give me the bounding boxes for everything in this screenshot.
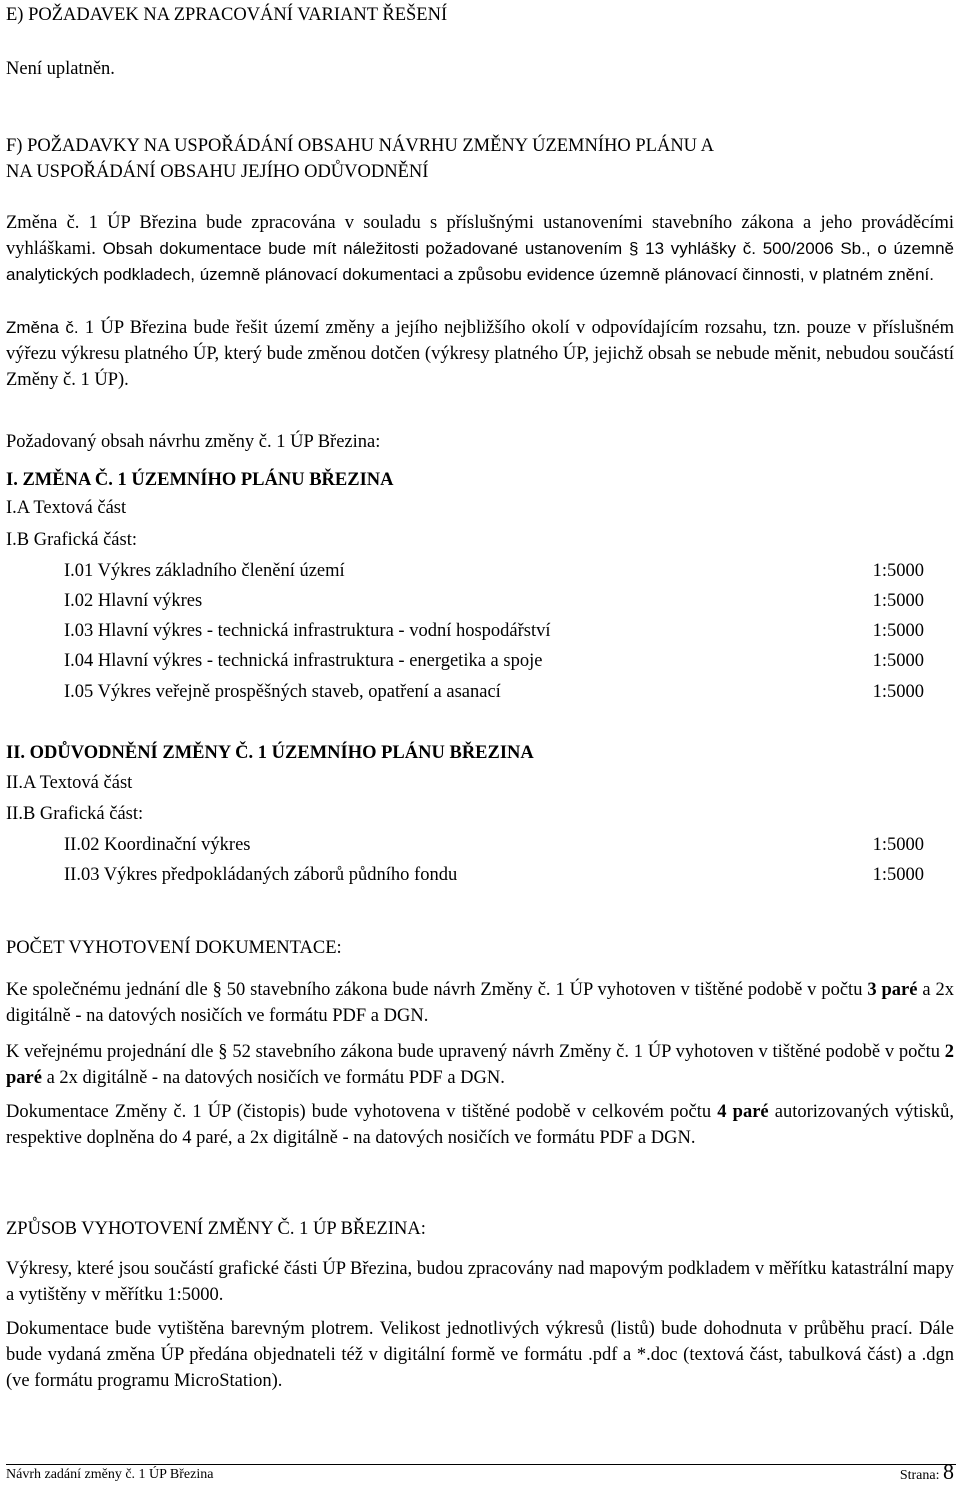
copies-heading: POČET VYHOTOVENÍ DOKUMENTACE:	[6, 938, 342, 958]
section-f-paragraph-1	[6, 210, 954, 288]
drawing-scale: 1:5000	[872, 561, 924, 581]
footer-page-info	[899, 1459, 954, 1486]
method-paragraph-2: Dokumentace bude vytištěna barevným plotrem. Velikost jednotlivých výkresů (listů) bude dohodnuta v průběhu prací. Dále bude vydaná změna ÚP předána objednateli též v digitální formě ve formátu .pdf a *.doc (textová část, tabulková část) a .dgn (ve formátu programu MicroStation).	[6, 1319, 954, 1391]
copies-para2-text-b: a 2x digitálně - na datových nosičích ve formátu PDF a DGN.	[46, 1068, 505, 1088]
copies-paragraph-2	[6, 1039, 954, 1091]
drawing-scale: 1:5000	[872, 682, 924, 702]
drawing-name: I.03 Hlavní výkres - technická infrastruktura - vodní hospodářství	[64, 621, 551, 641]
drawing-item	[64, 648, 924, 674]
drawing-name: I.05 Výkres veřejně prospěšných staveb, opatření a asanací	[64, 682, 501, 702]
copies-para2-count: 2 paré	[6, 1042, 955, 1088]
section-f-paragraph-2	[6, 315, 954, 393]
part2-text-part: II.A Textová část	[6, 773, 133, 793]
footer-page-label: Strana:	[899, 1468, 940, 1483]
section-e-text: Není uplatněn.	[6, 59, 115, 79]
drawing-item	[64, 832, 924, 858]
document-page	[6, 0, 956, 1484]
part2-graphic-part: II.B Grafická část:	[6, 804, 144, 824]
footer-divider	[6, 1464, 956, 1465]
copies-para1-text-a: Ke společnému jednání dle § 50 stavebního zákona bude návrh Změny č. 1 ÚP vyhotoven v tištěné podobě v počtu	[6, 980, 863, 1000]
drawing-name: I.01 Výkres základního členění území	[64, 561, 345, 581]
required-content-label: Požadovaný obsah návrhu změny č. 1 ÚP Březina:	[6, 432, 381, 452]
copies-para3-count: 4 paré	[717, 1102, 769, 1122]
copies-para1-text-b: a 2x digitálně - na datových nosičích ve formátu PDF a DGN.	[6, 980, 955, 1026]
section-e-heading: E) POŽADAVEK NA ZPRACOVÁNÍ VARIANT ŘEŠENÍ	[6, 5, 448, 25]
section-f-heading-line2: NA USPOŘÁDÁNÍ OBSAHU JEJÍHO ODŮVODNĚNÍ	[6, 162, 429, 182]
para2-part-a: Změna č.	[6, 318, 79, 337]
copies-paragraph-3	[6, 1099, 954, 1151]
copies-para3-text-b: autorizovaných výtisků, respektive doplněna do 4 paré, a 2x digitálně - na datových nosičích ve formátu PDF a DGN.	[6, 1102, 955, 1148]
drawing-scale: 1:5000	[872, 865, 924, 885]
section-f-heading	[6, 133, 954, 185]
drawing-name: II.02 Koordinační výkres	[64, 835, 251, 855]
part1-title: I. ZMĚNA Č. 1 ÚZEMNÍHO PLÁNU BŘEZINA	[6, 470, 394, 490]
para2-part-b: 1 ÚP Březina bude řešit území změny a jejího nejbližšího okolí v odpovídajícím rozsahu, tzn. pouze v příslušném výřezu výkresu platného ÚP, který bude změnou dotčen (výkresy platného ÚP, jejichž obsah se nebude měnit, nebudou součástí Změny č. 1 ÚP).	[6, 318, 955, 390]
part2-title: II. ODŮVODNĚNÍ ZMĚNY Č. 1 ÚZEMNÍHO PLÁNU BŘEZINA	[6, 743, 534, 763]
para1-part-a: Změna č. 1 ÚP Březina bude zpracována v souladu s příslušnými ustanoveními stavebního zákona a jeho prováděcími vyhláškami.	[6, 213, 954, 259]
section-f-heading-line1: F) POŽADAVKY NA USPOŘÁDÁNÍ OBSAHU NÁVRHU ZMĚNY ÚZEMNÍHO PLÁNU A	[6, 136, 715, 156]
copies-para2-text-a: K veřejnému projednání dle § 52 stavebního zákona bude upravený návrh Změny č. 1 ÚP vyhotoven v tištěné podobě v počtu	[6, 1042, 940, 1062]
footer-page-number: 8	[943, 1459, 954, 1484]
para1-part-b: Obsah dokumentace bude mít náležitosti požadované ustanovením § 13 vyhlášky č. 500/2006 Sb., o územně analytických podkladech, územně plánovací dokumentaci a způsobu evidence územně plánovací činnosti, v platném znění.	[6, 239, 955, 284]
part1-text-part: I.A Textová část	[6, 498, 127, 518]
drawing-item	[64, 618, 924, 644]
part1-graphic-part: I.B Grafická část:	[6, 530, 137, 550]
copies-para1-count: 3 paré	[867, 980, 918, 1000]
method-paragraph-1: Výkresy, které jsou součástí grafické části ÚP Březina, budou zpracovány nad mapovým podkladem v měřítku katastrální mapy a vytištěny v měřítku 1:5000.	[6, 1259, 954, 1305]
drawing-name: I.02 Hlavní výkres	[64, 591, 203, 611]
method-heading: ZPŮSOB VYHOTOVENÍ ZMĚNY Č. 1 ÚP BŘEZINA:	[6, 1219, 426, 1239]
drawing-item	[64, 588, 924, 614]
drawing-item	[64, 679, 924, 705]
drawing-scale: 1:5000	[872, 651, 924, 671]
copies-para3-text-a: Dokumentace Změny č. 1 ÚP (čistopis) bude vyhotovena v tištěné podobě v celkovém počtu	[6, 1102, 712, 1122]
drawing-scale: 1:5000	[872, 591, 924, 611]
drawing-scale: 1:5000	[872, 835, 924, 855]
copies-paragraph-1	[6, 977, 954, 1029]
drawing-name: I.04 Hlavní výkres - technická infrastruktura - energetika a spoje	[64, 651, 543, 671]
drawing-item	[64, 558, 924, 584]
footer-document-title: Návrh zadání změny č. 1 ÚP Březina	[6, 1467, 214, 1482]
drawing-item	[64, 862, 924, 888]
drawing-scale: 1:5000	[872, 621, 924, 641]
drawing-name: II.03 Výkres předpokládaných záborů půdního fondu	[64, 865, 458, 885]
